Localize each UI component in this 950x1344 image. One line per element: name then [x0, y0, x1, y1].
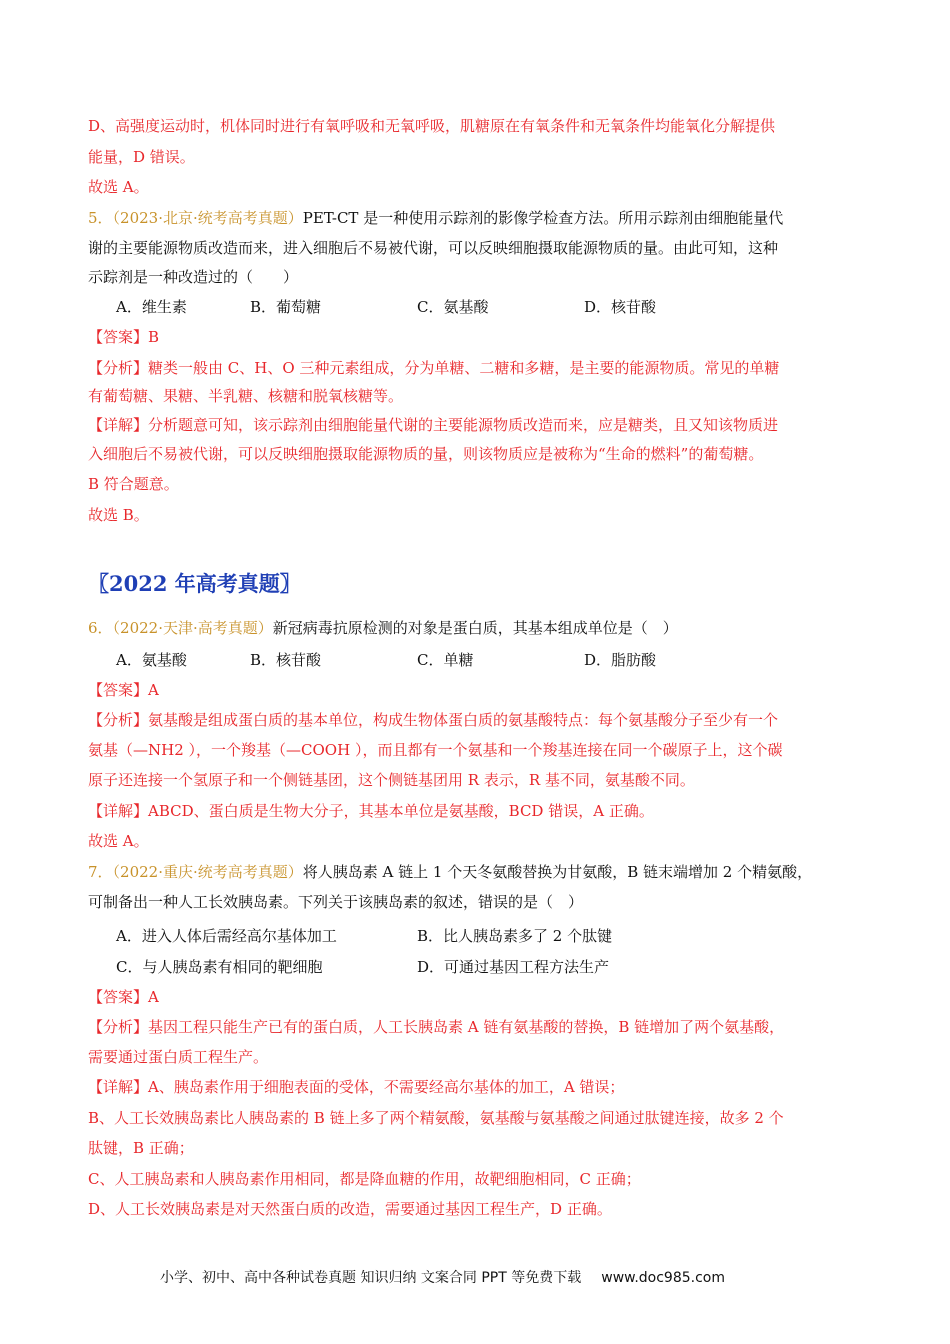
q7-detail-d: D、人工长效胰岛素是对天然蛋白质的改造，需要通过基因工程生产，D 正确。 — [88, 1200, 612, 1218]
q6-source: （2022·天津·高考真题） — [112, 619, 273, 637]
q7-option-a: A．进入人体后需经高尔基体加工 — [116, 927, 337, 945]
q6-analysis-line2: 氨基（—NH2 ），一个羧基（—COOH ），而且都有一个氨基和一个羧基连接在同一个碳原子上，这个碳 — [88, 741, 783, 759]
page-footer — [160, 1268, 725, 1288]
q6-number: 6． — [88, 619, 113, 637]
q5-analysis-line2: 有葡萄糖、果糖、半乳糖、核糖和脱氧核糖等。 — [88, 387, 404, 405]
q7-answer: 【答案】A — [88, 988, 159, 1006]
q7-option-d: D．可通过基因工程方法生产 — [417, 958, 610, 976]
footer-text: 小学、初中、高中各种试卷真题 知识归纳 文案合同 PPT 等免费下载 — [160, 1270, 582, 1286]
q7-analysis-line2: 需要通过蛋白质工程生产。 — [88, 1048, 269, 1066]
q7-analysis-line1: 【分析】基因工程只能生产已有的蛋白质，人工长胰岛素 A 链有氨基酸的替换，B 链增加了两个氨基酸， — [88, 1018, 785, 1036]
q5-option-c: C．氨基酸 — [417, 298, 489, 316]
q6-stem-text: 新冠病毒抗原检测的对象是蛋白质，其基本组成单位是（ ） — [272, 619, 678, 637]
q4-detail-d-line2: 能量，D 错误。 — [88, 148, 195, 166]
q6-analysis-line1: 【分析】氨基酸是组成蛋白质的基本单位，构成生物体蛋白质的氨基酸特点：每个氨基酸分子至少有一个 — [88, 711, 779, 729]
q6-option-c: C．单糖 — [417, 651, 474, 669]
q6-option-a: A．氨基酸 — [116, 651, 187, 669]
q6-option-b: B．核苷酸 — [250, 651, 322, 669]
q7-option-b: B．比人胰岛素多了 2 个肽键 — [417, 927, 613, 945]
q7-detail-a: 【详解】A、胰岛素作用于细胞表面的受体，不需要经高尔基体的加工，A 错误； — [88, 1078, 625, 1096]
q5-answer: 【答案】B — [88, 328, 160, 346]
q5-source: （2023·北京·统考高考真题） — [112, 209, 303, 227]
q5-detail-line1: 【详解】分析题意可知，该示踪剂由细胞能量代谢的主要能源物质改造而来，应是糖类，且又知该物质进 — [88, 416, 779, 434]
q7-stem-line2: 可制备出一种人工长效胰岛素。下列关于该胰岛素的叙述，错误的是（ ） — [88, 893, 584, 911]
q6-option-d: D．脂肪酸 — [584, 651, 657, 669]
q5-stem-line1 — [88, 207, 783, 229]
q5-option-d: D．核苷酸 — [584, 298, 657, 316]
q5-number: 5． — [88, 209, 113, 227]
q7-number: 7． — [88, 863, 113, 881]
q6-stem — [88, 617, 678, 639]
q5-stem-line2: 谢的主要能源物质改造而来，进入细胞后不易被代谢，可以反映细胞摄取能源物质的量。由此可知，这种 — [88, 239, 779, 257]
q7-stem-text: 将人胰岛素 A 链上 1 个天冬氨酸替换为甘氨酸，B 链末端增加 2 个精氨酸， — [302, 863, 813, 881]
q5-detail-line3: B 符合题意。 — [88, 475, 179, 493]
q7-detail-b-line2: 肽键，B 正确； — [88, 1139, 194, 1157]
section-heading: 〖2022 年高考真题〗 — [88, 571, 301, 596]
q5-option-a: A．维生素 — [116, 298, 187, 316]
q7-detail-b-line1: B、人工长效胰岛素比人胰岛素的 B 链上多了两个精氨酸，氨基酸与氨基酸之间通过肽键连接，故多 2 个 — [88, 1109, 784, 1127]
q7-source: （2022·重庆·统考高考真题） — [112, 863, 303, 881]
q4-final-answer: 故选 A。 — [88, 178, 149, 196]
q7-detail-c: C、人工胰岛素和人胰岛素作用相同，都是降血糖的作用，故靶细胞相同，C 正确； — [88, 1170, 641, 1188]
q4-detail-d-line1: D、高强度运动时，机体同时进行有氧呼吸和无氧呼吸，肌糖原在有氧条件和无氧条件均能氧化分解提供 — [88, 117, 776, 135]
q6-answer: 【答案】A — [88, 681, 159, 699]
q5-final-answer: 故选 B。 — [88, 506, 149, 524]
q5-stem-line3: 示踪剂是一种改造过的（ ） — [88, 268, 299, 286]
q5-detail-line2: 入细胞后不易被代谢，可以反映细胞摄取能源物质的量，则该物质应是被称为“生命的燃料”的葡萄糖。 — [88, 445, 764, 463]
q7-stem-line1 — [88, 861, 812, 883]
footer-url[interactable]: www.doc985.com — [601, 1270, 725, 1286]
q6-detail: 【详解】ABCD、蛋白质是生物大分子，其基本单位是氨基酸，BCD 错误，A 正确。 — [88, 802, 654, 820]
q5-stem-text: PET-CT 是一种使用示踪剂的影像学检查方法。所用示踪剂由细胞能量代 — [302, 209, 784, 227]
q5-analysis-line1: 【分析】糖类一般由 C、H、O 三种元素组成，分为单糖、二糖和多糖，是主要的能源物质。常见的单糖 — [88, 359, 780, 377]
q6-analysis-line3: 原子还连接一个氢原子和一个侧链基团，这个侧链基团用 R 表示，R 基不同，氨基酸不同。 — [88, 771, 695, 789]
q6-final-answer: 故选 A。 — [88, 832, 149, 850]
q7-option-c: C．与人胰岛素有相同的靶细胞 — [116, 958, 323, 976]
q5-option-b: B．葡萄糖 — [250, 298, 322, 316]
